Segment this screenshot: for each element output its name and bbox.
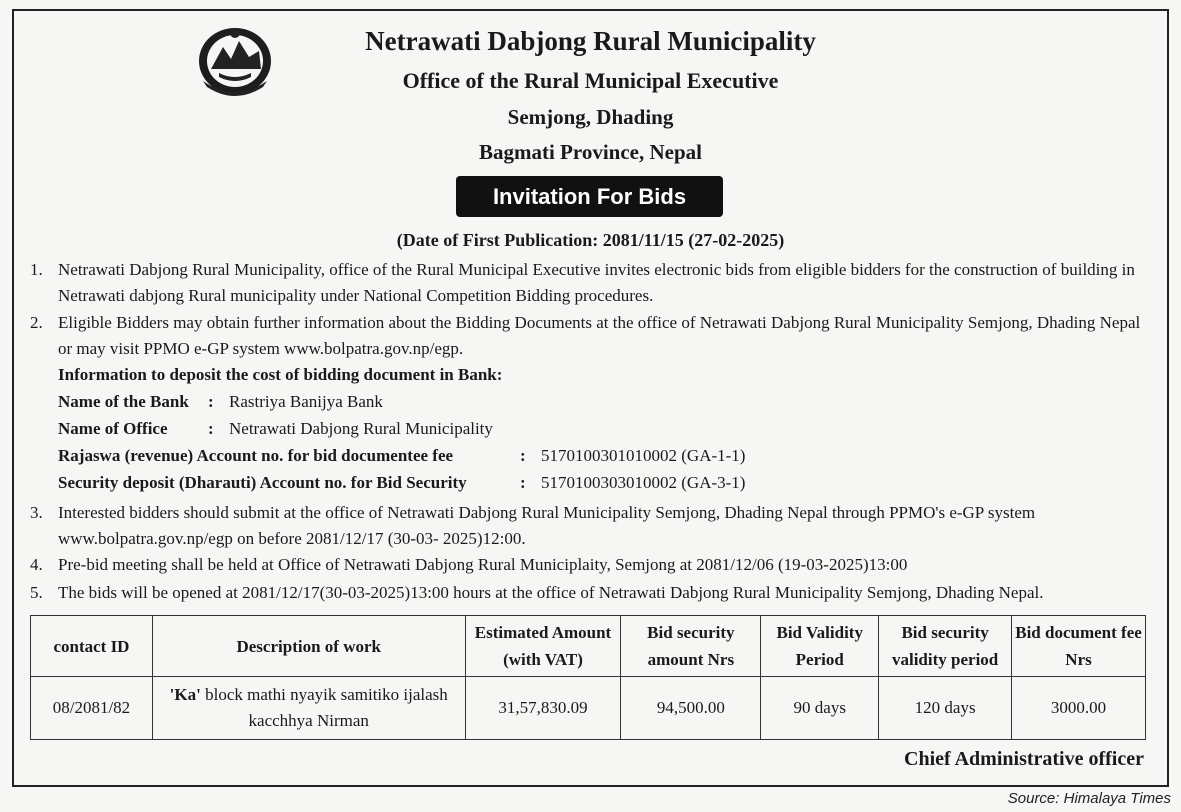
source-credit: Source: Himalaya Times — [1007, 790, 1171, 807]
bank-name-colon: : — [208, 392, 214, 411]
security-account-colon: : — [520, 473, 526, 492]
table-header-row — [31, 616, 1146, 677]
office-value: Netrawati Dabjong Rural Municipality — [229, 419, 493, 438]
item-number: 4. — [30, 555, 43, 574]
item-number: 3. — [30, 503, 43, 522]
office-colon: : — [208, 419, 214, 438]
signature: Chief Administrative officer — [904, 748, 1144, 770]
cell-security-validity: 120 days — [879, 677, 1012, 740]
bank-name-value: Rastriya Banijya Bank — [229, 392, 383, 411]
revenue-account-label: Rajaswa (revenue) Account no. for bid documentee fee — [58, 446, 454, 465]
col-description: Description of work — [152, 616, 465, 677]
security-account-value: 5170100303010002 (GA-3-1) — [541, 473, 746, 492]
bank-info-heading: Information to deposit the cost of bidding document in Bank: — [58, 365, 503, 384]
office-name: Office of the Rural Municipal Executive — [402, 68, 779, 93]
col-document-fee: Bid document fee Nrs — [1012, 616, 1146, 677]
cell-contact-id: 08/2081/82 — [31, 677, 153, 740]
item-text: Eligible Bidders may obtain further information about the Bidding Documents at the office of Netrawati Dabjong Rural Municipality Semjong, Dhading Nepal or may visit PPMO e-GP system www.bolpatra.gov.np/egp. — [58, 313, 1141, 358]
invitation-badge: Invitation For Bids — [456, 176, 723, 217]
cell-document-fee: 3000.00 — [1012, 677, 1146, 740]
item-text: Interested bidders should submit at the office of Netrawati Dabjong Rural Municipality Semjong, Dhading Nepal through PPMO's e-GP system www.bolpatra.gov.np/egp on before 2081/12/17 (30-03- 2025)12:00. — [58, 503, 1036, 548]
revenue-account-value: 5170100301010002 (GA-1-1) — [541, 446, 746, 465]
item-number: 1. — [30, 260, 43, 279]
table-row — [31, 677, 1146, 740]
item-text: Pre-bid meeting shall be held at Office of Netrawati Dabjong Rural Municiplaity, Semjong at 2081/12/06 (19-03-2025)13:00 — [58, 555, 908, 574]
revenue-account-colon: : — [520, 446, 526, 465]
office-location: Semjong, Dhading — [507, 105, 674, 129]
bank-name-label: Name of the Bank — [58, 392, 189, 411]
item-text: The bids will be opened at 2081/12/17(30-03-2025)13:00 hours at the office of Netrawati Dabjong Rural Municipality Semjong, Dhading Nepal. — [58, 583, 1044, 602]
desc-rest: block mathi nyayik samitiko ijalash kacchhya Nirman — [200, 685, 448, 730]
cell-estimated-amount: 31,57,830.09 — [465, 677, 621, 740]
desc-quote: 'Ka' — [169, 685, 201, 704]
bids-table — [30, 615, 1146, 740]
col-contact-id: contact ID — [31, 616, 153, 677]
cell-description — [152, 677, 465, 740]
col-estimated-amount: Estimated Amount (with VAT) — [465, 616, 621, 677]
security-account-label: Security deposit (Dharauti) Account no. for Bid Security — [58, 473, 467, 492]
province: Bagmati Province, Nepal — [478, 140, 702, 164]
item-number: 2. — [30, 313, 43, 332]
publication-date: (Date of First Publication: 2081/11/15 (27-02-2025) — [396, 230, 785, 250]
office-label: Name of Office — [58, 419, 168, 438]
cell-bid-validity: 90 days — [761, 677, 879, 740]
col-bid-validity: Bid Validity Period — [761, 616, 879, 677]
municipality-name: Netrawati Dabjong Rural Municipality — [365, 26, 816, 56]
col-security-validity: Bid security validity period — [879, 616, 1012, 677]
item-number: 5. — [30, 583, 43, 602]
cell-bid-security: 94,500.00 — [621, 677, 761, 740]
col-bid-security: Bid security amount Nrs — [621, 616, 761, 677]
item-text: Netrawati Dabjong Rural Municipality, office of the Rural Municipal Executive invites electronic bids from eligible bidders for the construction of building in Netrawati dabjong Rural municipality under National Competition Bidding procedures. — [58, 260, 1135, 305]
